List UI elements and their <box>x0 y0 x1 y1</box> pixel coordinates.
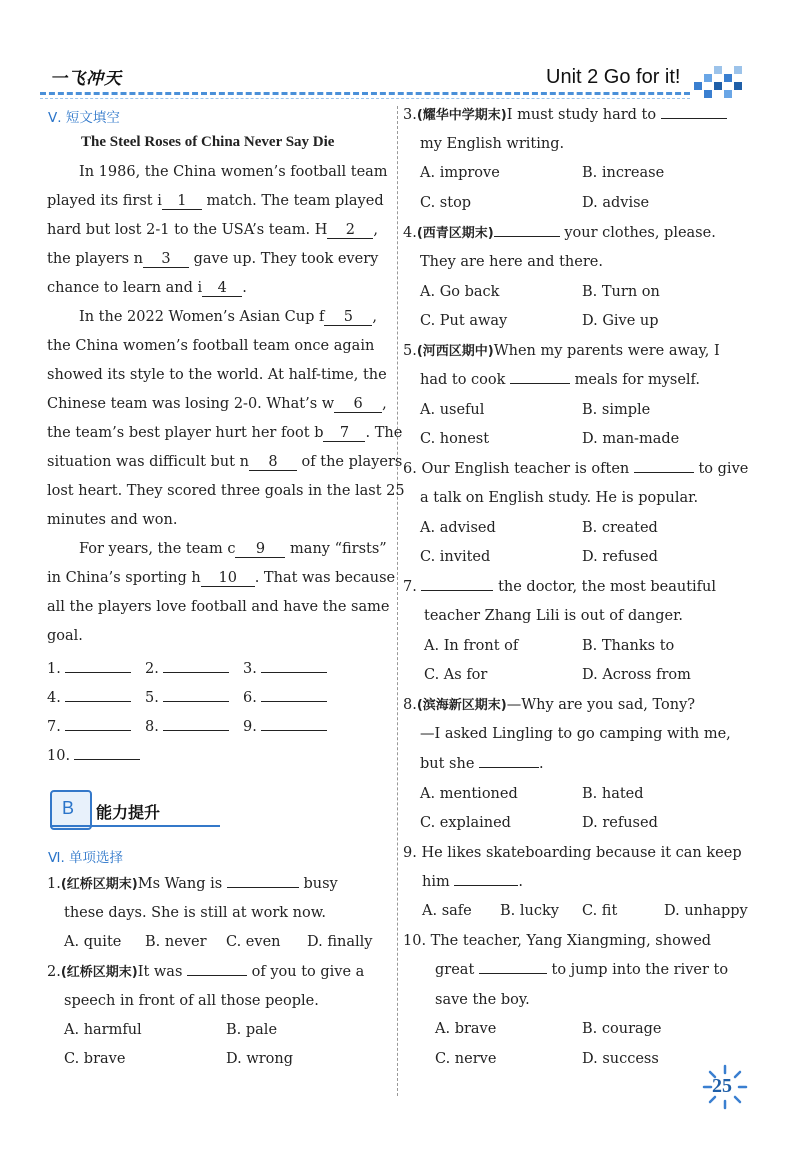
passage-line: In 1986, the China women’s football team <box>79 164 388 180</box>
q10-option-c[interactable]: C. nerve <box>435 1051 497 1067</box>
q2-option-c[interactable]: C. brave <box>64 1051 126 1067</box>
answer-blank[interactable]: 8 <box>249 454 297 471</box>
q1-option-c[interactable]: C. even <box>226 934 281 950</box>
column-divider <box>397 106 398 1096</box>
q8-option-d[interactable]: D. refused <box>582 815 658 831</box>
answer-blank[interactable]: 4 <box>202 280 242 297</box>
q7-option-a[interactable]: A. In front of <box>424 638 519 654</box>
answer-line-7[interactable]: 7. <box>47 713 131 742</box>
answer-blank[interactable] <box>494 236 560 237</box>
q7-option-b[interactable]: B. Thanks to <box>582 638 675 654</box>
passage-line: hard but lost 2-1 to the USA’s team. H 2 , <box>47 222 379 238</box>
q2-option-b[interactable]: B. pale <box>226 1022 278 1038</box>
q5-option-c[interactable]: C. honest <box>420 431 490 447</box>
ability-heading: 能力提升 <box>96 803 161 822</box>
question-4: 4.(西青区期末) your clothes, please. <box>403 225 716 241</box>
answer-blank[interactable]: 1 <box>162 193 202 210</box>
q3-option-c[interactable]: C. stop <box>420 195 472 211</box>
q9-option-c[interactable]: C. fit <box>582 903 618 919</box>
question-1-line2: these days. She is still at work now. <box>64 905 327 921</box>
section-b-badge: B <box>50 790 92 830</box>
q3-option-a[interactable]: A. improve <box>420 165 500 181</box>
question-10-line2: great to jump into the river to <box>435 962 729 978</box>
q8-option-c[interactable]: C. explained <box>420 815 511 831</box>
checker-decoration <box>694 66 744 98</box>
answer-blank[interactable] <box>634 472 694 473</box>
answer-line-9[interactable]: 9. <box>243 713 327 742</box>
q3-option-d[interactable]: D. advise <box>582 195 650 211</box>
q7-option-d[interactable]: D. Across from <box>582 667 691 683</box>
q2-option-a[interactable]: A. harmful <box>64 1022 142 1038</box>
question-8-line3: but she . <box>420 756 544 772</box>
answer-line-6[interactable]: 6. <box>243 684 327 713</box>
question-4-line2: They are here and there. <box>420 254 603 270</box>
q4-option-d[interactable]: D. Give up <box>582 313 659 329</box>
q3-option-b[interactable]: B. increase <box>582 165 665 181</box>
passage-line: the players n 3 gave up. They took every <box>47 251 379 267</box>
answer-blank[interactable] <box>479 767 539 768</box>
header-divider-thin <box>40 98 690 99</box>
passage-line: the China women’s football team once again <box>47 338 375 354</box>
answer-line-4[interactable]: 4. <box>47 684 131 713</box>
passage-line: chance to learn and i 4 . <box>47 280 247 296</box>
passage-line: all the players love football and have the same <box>47 599 390 615</box>
answer-blank[interactable]: 5 <box>324 309 372 326</box>
q6-option-a[interactable]: A. advised <box>420 520 496 536</box>
question-2: 2.(红桥区期末)It was of you to give a <box>47 964 365 980</box>
question-5-line2: had to cook meals for myself. <box>420 372 701 388</box>
q10-option-a[interactable]: A. brave <box>435 1021 497 1037</box>
answer-blank[interactable]: 9 <box>235 541 285 558</box>
q6-option-b[interactable]: B. created <box>582 520 658 536</box>
passage-line: For years, the team c 9 many “firsts” <box>79 541 387 557</box>
q1-option-b[interactable]: B. never <box>145 934 207 950</box>
q10-option-d[interactable]: D. success <box>582 1051 659 1067</box>
question-6: 6. Our English teacher is often to give <box>403 461 749 477</box>
answer-blank[interactable] <box>510 383 570 384</box>
answer-blank[interactable] <box>187 975 247 976</box>
q7-option-c[interactable]: C. As for <box>424 667 488 683</box>
answer-line-5[interactable]: 5. <box>145 684 229 713</box>
answer-blank[interactable]: 6 <box>334 396 382 413</box>
q5-option-d[interactable]: D. man-made <box>582 431 680 447</box>
question-2-line2: speech in front of all those people. <box>64 993 319 1009</box>
answer-blank[interactable]: 2 <box>327 222 373 239</box>
question-5: 5.(河西区期中)When my parents were away, I <box>403 343 720 359</box>
question-10: 10. The teacher, Yang Xiangming, showed <box>403 933 712 949</box>
answer-blank[interactable]: 3 <box>143 251 189 268</box>
answer-blank[interactable] <box>454 885 518 886</box>
answer-blank[interactable]: 10 <box>201 570 255 587</box>
answer-blank[interactable]: 7 <box>323 425 365 442</box>
answer-line-3[interactable]: 3. <box>243 655 327 684</box>
header-divider <box>40 92 690 95</box>
answer-blank[interactable] <box>227 887 299 888</box>
passage-line: the team’s best player hurt her foot b 7 . The <box>47 425 403 441</box>
passage-line: played its first i 1 match. The team played <box>47 193 384 209</box>
question-8-line2: —I asked Lingling to go camping with me, <box>420 726 731 742</box>
q6-option-d[interactable]: D. refused <box>582 549 658 565</box>
question-6-line2: a talk on English study. He is popular. <box>420 490 699 506</box>
page-number: 25 <box>712 1075 732 1097</box>
unit-title: Unit 2 Go for it! <box>546 66 681 88</box>
question-3-line2: my English writing. <box>420 136 565 152</box>
q4-option-c[interactable]: C. Put away <box>420 313 508 329</box>
question-7-line2: teacher Zhang Lili is out of danger. <box>424 608 684 624</box>
question-8: 8.(滨海新区期末)—Why are you sad, Tony? <box>403 697 696 713</box>
passage-title: The Steel Roses of China Never Say Die <box>81 134 335 150</box>
question-7: 7. the doctor, the most beautiful <box>403 579 717 595</box>
ability-underline <box>50 825 220 827</box>
q1-option-d[interactable]: D. finally <box>307 934 373 950</box>
q5-option-a[interactable]: A. useful <box>420 402 485 418</box>
passage-line: lost heart. They scored three goals in the last 25 <box>47 483 405 499</box>
q8-option-b[interactable]: B. hated <box>582 786 644 802</box>
section-heading-5: Ⅴ. 短文填空 <box>48 110 120 126</box>
question-3: 3.(耀华中学期末)I must study hard to <box>403 101 727 130</box>
section-heading-6: Ⅵ. 单项选择 <box>48 850 124 866</box>
passage-line: Chinese team was losing 2-0. What’s w 6 , <box>47 396 387 412</box>
q4-option-a[interactable]: A. Go back <box>420 284 500 300</box>
brand-logo: 一飞冲天 <box>50 69 122 89</box>
q8-option-a[interactable]: A. mentioned <box>420 786 518 802</box>
q9-option-a[interactable]: A. safe <box>422 903 472 919</box>
passage <box>47 158 405 651</box>
answer-line-8[interactable]: 8. <box>145 713 229 742</box>
question-1: 1.(红桥区期末)Ms Wang is busy <box>47 876 338 892</box>
question-10-line3: save the boy. <box>435 992 530 1008</box>
answer-line-1[interactable]: 1. <box>47 655 131 684</box>
question-9: 9. He likes skateboarding because it can keep <box>403 845 742 861</box>
passage-line: showed its style to the world. At half-time, the <box>47 367 387 383</box>
question-9-line2: him . <box>422 874 523 890</box>
q2-option-d[interactable]: D. wrong <box>226 1051 294 1067</box>
passage-line: goal. <box>47 628 83 644</box>
q9-option-d[interactable]: D. unhappy <box>664 903 748 919</box>
answer-blank[interactable] <box>479 973 547 974</box>
answer-line-2[interactable]: 2. <box>145 655 229 684</box>
passage-line: minutes and won. <box>47 512 178 528</box>
q10-option-b[interactable]: B. courage <box>582 1021 662 1037</box>
passage-line: in China’s sporting h 10 . That was because <box>47 570 396 586</box>
answer-line-10[interactable]: 10. <box>47 742 140 771</box>
answer-blank[interactable] <box>421 590 493 591</box>
q9-option-b[interactable]: B. lucky <box>500 903 559 919</box>
q4-option-b[interactable]: B. Turn on <box>582 284 660 300</box>
q6-option-c[interactable]: C. invited <box>420 549 491 565</box>
q5-option-b[interactable]: B. simple <box>582 402 651 418</box>
passage-line: In the 2022 Women’s Asian Cup f 5 , <box>79 309 377 325</box>
q1-option-a[interactable]: A. quite <box>64 934 122 950</box>
answer-blank[interactable] <box>661 118 727 119</box>
passage-line: situation was difficult but n 8 of the players <box>47 454 403 470</box>
